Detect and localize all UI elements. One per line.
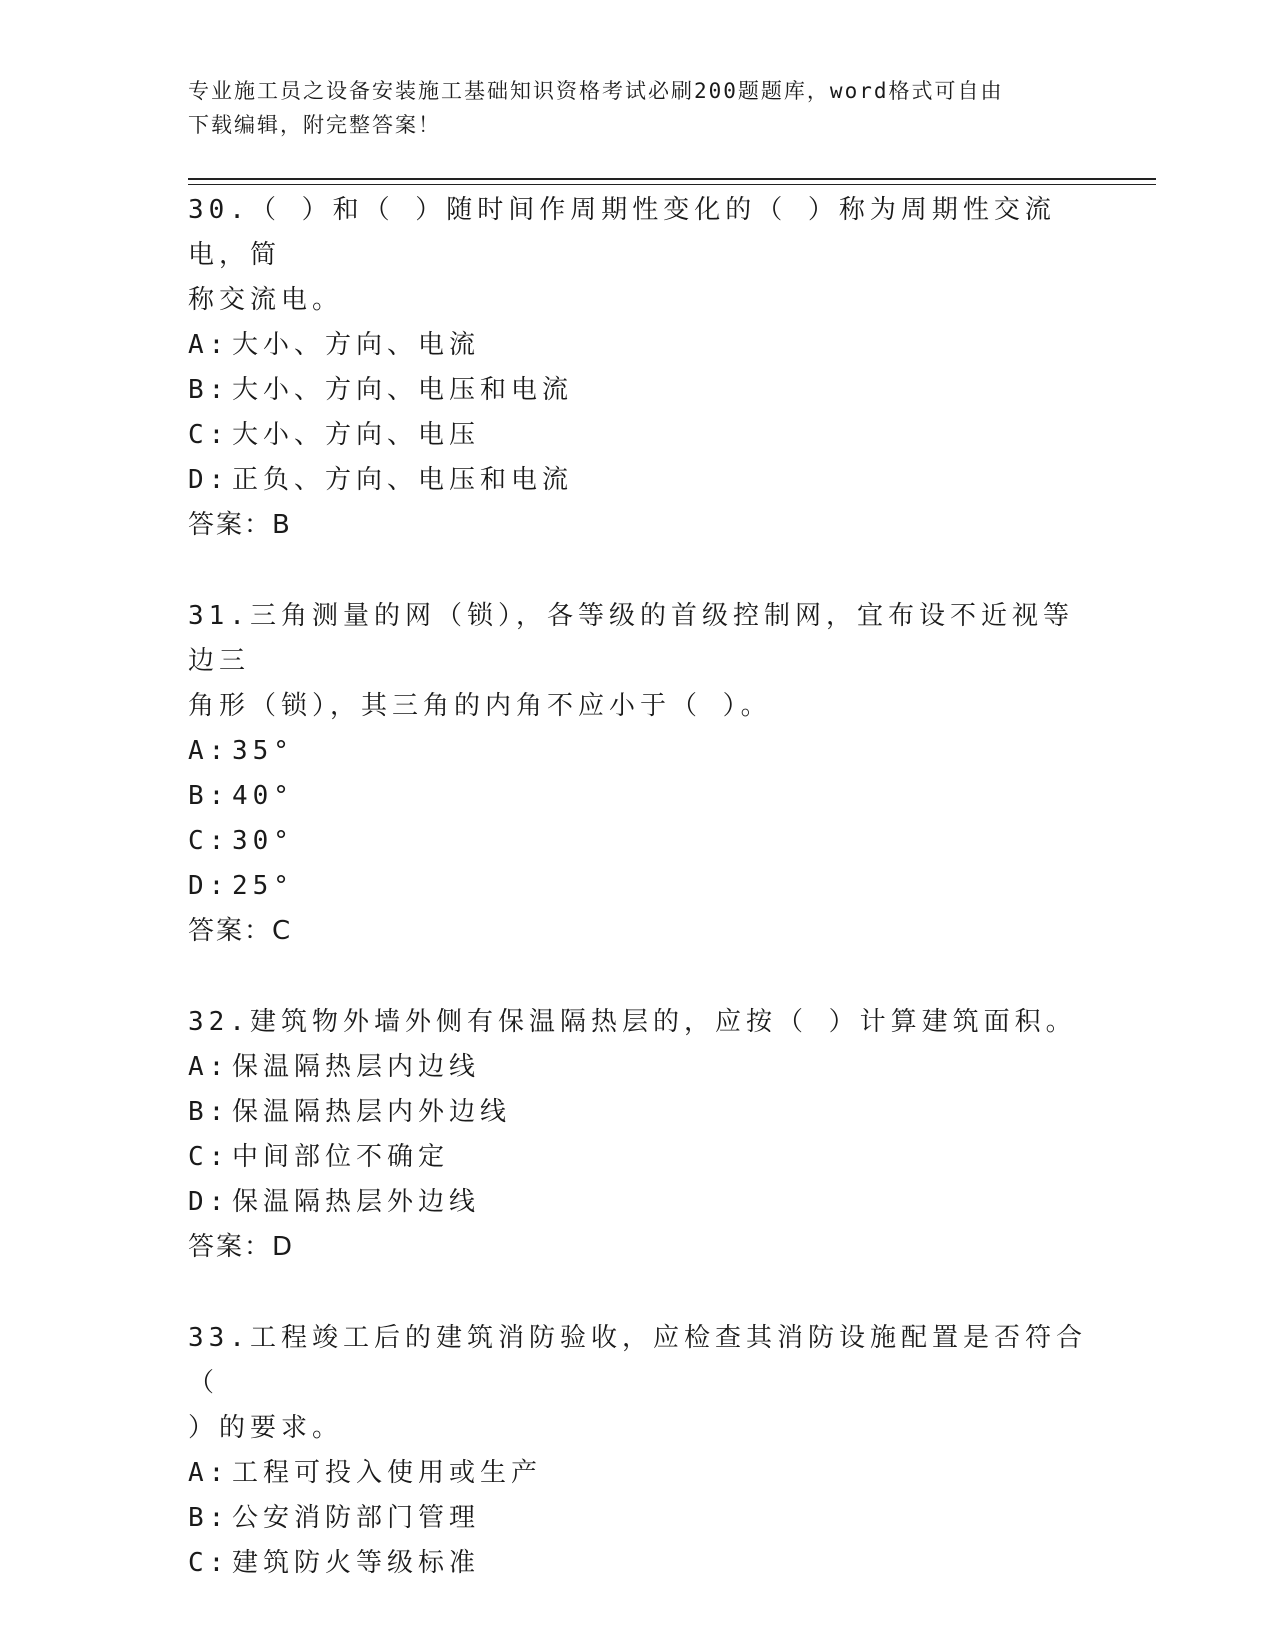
option-key: B: bbox=[188, 781, 230, 811]
option-text: 建筑防火等级标准 bbox=[232, 1548, 481, 1578]
option-c bbox=[188, 1135, 1088, 1180]
answer: 答案：C bbox=[188, 916, 293, 946]
question-list bbox=[188, 188, 1088, 1632]
option-b bbox=[188, 368, 1088, 413]
question-stem: 33.工程竣工后的建筑消防验收，应检查其消防设施配置是否符合（ bbox=[188, 1323, 1087, 1398]
option-b bbox=[188, 1496, 1088, 1541]
option-text: 正负、方向、电压和电流 bbox=[232, 465, 574, 495]
option-b bbox=[188, 774, 1088, 819]
option-key: D: bbox=[188, 1187, 230, 1217]
option-a bbox=[188, 1451, 1088, 1496]
question-stem-continued: 称交流电。 bbox=[188, 285, 344, 315]
option-key: D: bbox=[188, 871, 230, 901]
option-text: 40° bbox=[232, 781, 294, 811]
option-key: B: bbox=[188, 1097, 230, 1127]
option-b bbox=[188, 1090, 1088, 1135]
option-key: B: bbox=[188, 1503, 230, 1533]
answer: 答案：D bbox=[188, 1232, 295, 1262]
option-text: 保温隔热层内外边线 bbox=[232, 1097, 512, 1127]
option-d bbox=[188, 864, 1088, 909]
option-a bbox=[188, 1045, 1088, 1090]
question-stem-continued: ）的要求。 bbox=[188, 1413, 344, 1443]
option-text: 25° bbox=[232, 871, 294, 901]
question-stem: 32.建筑物外墙外侧有保温隔热层的，应按（ ）计算建筑面积。 bbox=[188, 1007, 1077, 1037]
option-key: C: bbox=[188, 1142, 230, 1172]
option-c bbox=[188, 1541, 1088, 1586]
option-key: C: bbox=[188, 826, 230, 856]
header-line-2: 下载编辑，附完整答案！ bbox=[188, 113, 441, 137]
question-stem-continued: 角形（锁），其三角的内角不应小于（ ）。 bbox=[188, 691, 772, 721]
option-key: A: bbox=[188, 1052, 230, 1082]
option-text: 工程可投入使用或生产 bbox=[232, 1458, 543, 1488]
option-text: 公安消防部门管理 bbox=[232, 1503, 481, 1533]
option-key: C: bbox=[188, 1548, 230, 1578]
document-header bbox=[188, 74, 1068, 142]
question-33 bbox=[188, 1316, 1088, 1586]
option-d bbox=[188, 1180, 1088, 1225]
header-divider-thick bbox=[188, 178, 1156, 180]
option-text: 保温隔热层外边线 bbox=[232, 1187, 481, 1217]
option-key: A: bbox=[188, 330, 230, 360]
option-key: A: bbox=[188, 736, 230, 766]
header-divider-thin bbox=[188, 184, 1156, 185]
question-31 bbox=[188, 594, 1088, 954]
answer: 答案：B bbox=[188, 510, 292, 540]
option-key: D: bbox=[188, 465, 230, 495]
option-a bbox=[188, 729, 1088, 774]
option-key: A: bbox=[188, 1458, 230, 1488]
question-stem: 31.三角测量的网（锁），各等级的首级控制网，宜布设不近视等边三 bbox=[188, 601, 1074, 676]
option-text: 大小、方向、电压和电流 bbox=[232, 375, 574, 405]
header-line-1: 专业施工员之设备安装施工基础知识资格考试必刷200题题库，word格式可自由 bbox=[188, 79, 1004, 103]
option-text: 中间部位不确定 bbox=[232, 1142, 450, 1172]
option-a bbox=[188, 323, 1088, 368]
option-text: 30° bbox=[232, 826, 294, 856]
option-text: 35° bbox=[232, 736, 294, 766]
option-text: 大小、方向、电流 bbox=[232, 330, 481, 360]
option-d bbox=[188, 458, 1088, 503]
option-text: 保温隔热层内边线 bbox=[232, 1052, 481, 1082]
option-c bbox=[188, 819, 1088, 864]
question-stem: 30.（ ）和（ ）随时间作周期性变化的（ ）称为周期性交流电，简 bbox=[188, 195, 1056, 270]
option-key: C: bbox=[188, 420, 230, 450]
option-text: 大小、方向、电压 bbox=[232, 420, 481, 450]
question-30 bbox=[188, 188, 1088, 548]
question-32 bbox=[188, 1000, 1088, 1270]
option-c bbox=[188, 413, 1088, 458]
option-key: B: bbox=[188, 375, 230, 405]
